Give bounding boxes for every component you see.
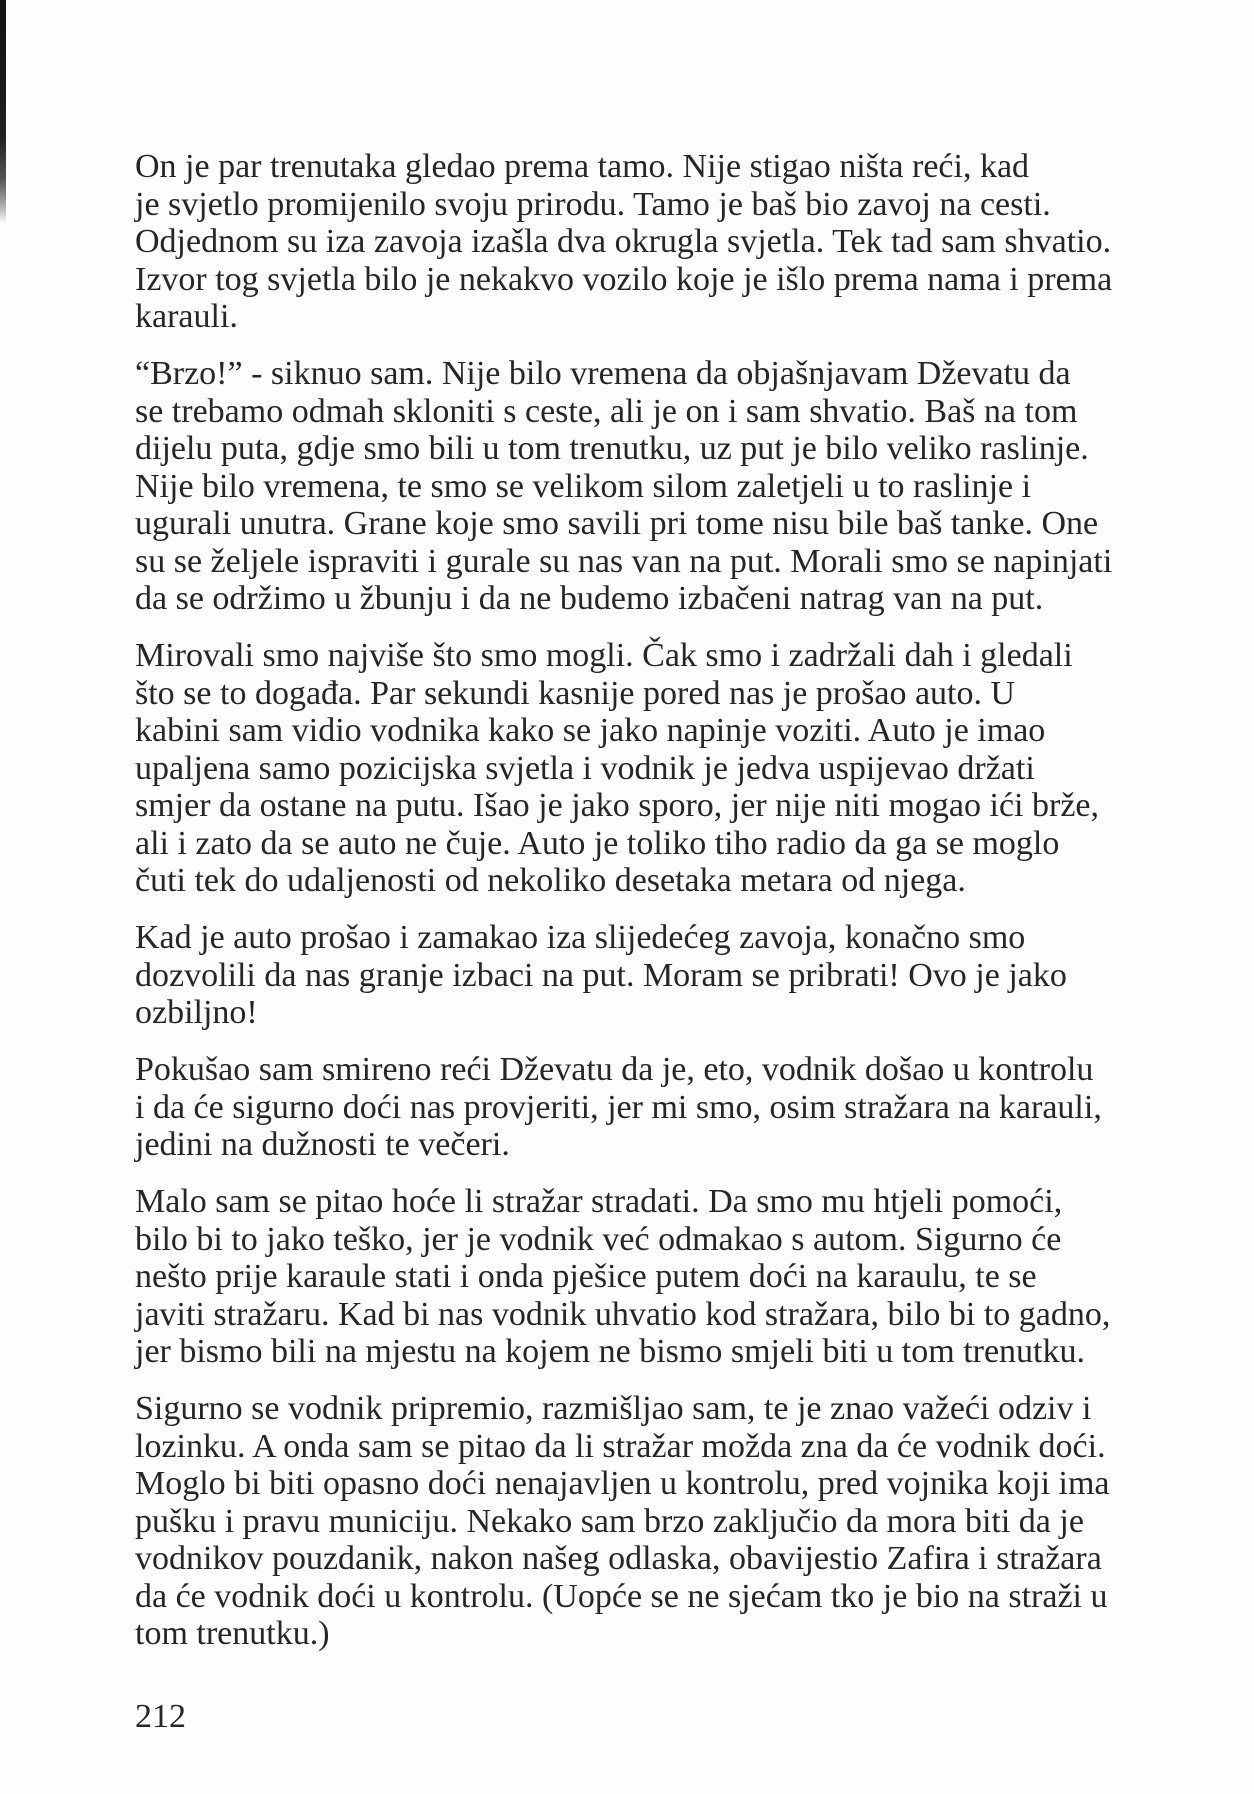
text-line: Moglo bi biti opasno doći nenajavljen u kontrolu, pred vojnika koji ima <box>135 1465 1110 1502</box>
text-line: ali i zato da se auto ne čuje. Auto je toliko tiho radio da ga se moglo <box>135 824 1060 862</box>
paragraph <box>135 148 1185 336</box>
text-line: javiti stražaru. Kad bi nas vodnik uhvatio kod stražara, bilo bi to gadno, <box>135 1295 1111 1333</box>
text-line: “Brzo!” - siknuo sam. Nije bilo vremena da objašnjavam Dževatu da <box>135 355 1071 392</box>
text-line: kabini sam vidio vodnika kako se jako napinje voziti. Auto je imao <box>135 712 1046 749</box>
text-line: bilo bi to jako teško, jer je vodnik već odmakao s autom. Sigurno će <box>135 1220 1062 1258</box>
text-line: vodnikov pouzdanik, nakon našeg odlaska, obavijestio Zafira i stražara <box>135 1540 1102 1577</box>
text-line: Izvor tog svjetla bilo je nekakvo vozilo koje je išlo prema nama i prema <box>135 260 1113 298</box>
text-line: i da će sigurno doći nas provjeriti, jer mi smo, osim stražara na karauli, <box>135 1088 1102 1126</box>
text-line: nešto prije karaule stati i onda pješice putem doći na karaulu, te se <box>135 1258 1037 1295</box>
paragraph <box>135 1051 1185 1164</box>
text-line: što se to događa. Par sekundi kasnije pored nas je prošao auto. U <box>135 674 1016 712</box>
text-line: jedini na dužnosti te večeri. <box>135 1126 510 1163</box>
paragraph <box>135 355 1185 618</box>
text-line: jer bismo bili na mjestu na kojem ne bismo smjeli biti u tom trenutku. <box>135 1333 1086 1370</box>
paragraph <box>135 919 1185 1032</box>
text-line: lozinku. A onda sam se pitao da li stražar možda zna da će vodnik doći. <box>135 1427 1106 1465</box>
text-line: Malo sam se pitao hoće li stražar stradati. Da smo mu htjeli pomoći, <box>135 1183 1063 1220</box>
paragraph <box>135 1390 1185 1653</box>
text-line: se trebamo odmah skloniti s ceste, ali je on i sam shvatio. Baš na tom <box>135 392 1078 430</box>
paragraph <box>135 637 1185 900</box>
text-line: da se održimo u žbunju i da ne budemo izbačeni natrag van na put. <box>135 580 1044 617</box>
text-line: tom trenutku.) <box>135 1615 330 1652</box>
text-line: čuti tek do udaljenosti od nekoliko desetaka metara od njega. <box>135 862 966 899</box>
text-line: smjer da ostane na putu. Išao je jako sporo, jer nije niti mogao ići brže, <box>135 787 1100 824</box>
text-line: dijelu puta, gdje smo bili u tom trenutku, uz put je bilo veliko raslinje. <box>135 430 1089 467</box>
page-text <box>135 148 1185 1672</box>
paragraph <box>135 1183 1185 1371</box>
text-line: Kad je auto prošao i zamakao iza slijedećeg zavoja, konačno smo <box>135 919 1026 956</box>
text-line: dozvolili da nas granje izbaci na put. Moram se pribrati! Ovo je jako <box>135 956 1067 994</box>
text-line: pušku i pravu municiju. Nekako sam brzo zaključio da mora biti da je <box>135 1502 1084 1540</box>
text-line: je svjetlo promijenilo svoju prirodu. Tamo je baš bio zavoj na cesti. <box>135 185 1051 223</box>
text-line: Nije bilo vremena, te smo se velikom silom zaletjeli u to raslinje i <box>135 467 1032 505</box>
text-line: da će vodnik doći u kontrolu. (Uopće se ne sjećam tko je bio na straži u <box>135 1577 1108 1615</box>
page-number: 212 <box>135 1698 186 1735</box>
text-line: Pokušao sam smireno reći Dževatu da je, eto, vodnik došao u kontrolu <box>135 1051 1094 1088</box>
text-line: ugurali unutra. Grane koje smo savili pri tome nisu bile baš tanke. One <box>135 505 1099 542</box>
scan-edge-artifact <box>0 0 6 224</box>
text-line: su se željele ispraviti i gurale su nas van na put. Morali smo se napinjati <box>135 542 1113 580</box>
text-line: ozbiljno! <box>135 994 258 1031</box>
text-line: On je par trenutaka gledao prema tamo. Nije stigao ništa reći, kad <box>135 148 1030 185</box>
text-line: Sigurno se vodnik pripremio, razmišljao sam, te je znao važeći odziv i <box>135 1390 1092 1427</box>
text-line: Odjednom su iza zavoja izašla dva okrugla svjetla. Tek tad sam shvatio. <box>135 223 1112 260</box>
text-line: Mirovali smo najviše što smo mogli. Čak smo i zadržali dah i gledali <box>135 637 1073 674</box>
text-line: upaljena samo pozicijska svjetla i vodnik je jedva uspijevao držati <box>135 749 1035 787</box>
text-line: karauli. <box>135 298 238 335</box>
